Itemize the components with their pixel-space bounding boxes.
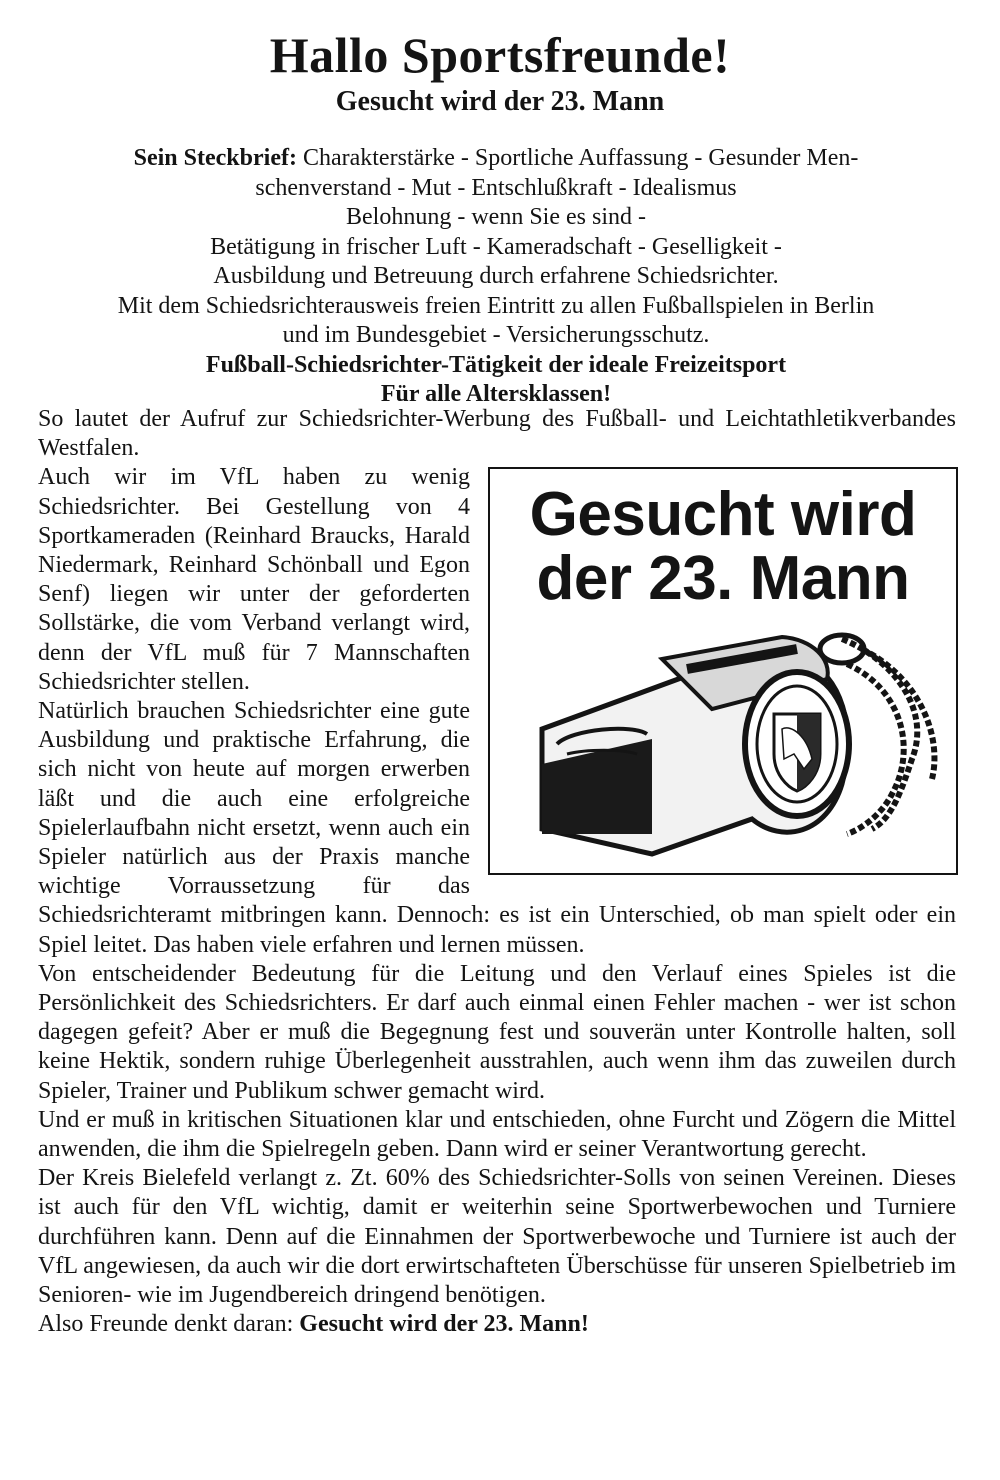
steckbrief-line-2: schenverstand - Mut - Entschlußkraft - Idealismus <box>255 174 737 201</box>
closing-line <box>38 1310 956 1339</box>
page-title: Hallo Sportsfreunde! <box>269 27 731 83</box>
steckbrief-line-7: und im Bundesgebiet - Versicherungsschutz. <box>282 322 710 348</box>
steckbrief-line-1 <box>36 144 956 174</box>
closing-emphasis: Gesucht wird der 23. Mann! <box>299 1311 589 1338</box>
steckbrief-line-5: Ausbildung und Betreuung durch erfahrene Schiedsrichter. <box>213 263 779 289</box>
steckbrief-line-4: Betätigung in frischer Luft - Kameradschaft - Geselligkeit - <box>210 233 782 260</box>
steckbrief-line-3: Belohnung - wenn Sie es sind - <box>346 204 646 230</box>
advert-headline <box>490 480 956 614</box>
closing-lead: Also Freunde denkt daran: <box>38 1311 300 1338</box>
paragraph-bielefeld: Der Kreis Bielefeld verlangt z. Zt. 60% des Schiedsrichter-Solls von seinen Vereinen. Dieses ist auch für den VfL wichtig, damit er weiterhin seine Sportwerbewochen und Turniere durchführen kann. Denn auf die Einnahmen der Sportwerbewoche und Turniere ist auch der VfL angewiesen, da auch wir die dort erwirtschafteten Überschüsse für unseren Spielbetrieb im Senioren- wie im Jugendbereich dringend benötigen. <box>38 1165 956 1309</box>
advert-box <box>488 467 958 875</box>
steckbrief-label: Sein Steckbrief: <box>133 145 297 171</box>
paragraph-persoenlichkeit: Von entscheidender Bedeutung für die Leitung und den Verlauf eines Spieles ist die Persönlichkeit des Schiedsrichters. Er darf auch einmal einen Fehler machen - wer ist schon dagegen gefeit? Aber er muß die Begegnung fest und souverän unter Kontrolle halten, soll keine Hektik, sondern ruhige Überlegenheit ausstrahlen, auch wenn ihm das zuweilen durch Spieler, Trainer und Publikum schwer gemacht wird. <box>38 960 956 1104</box>
slogan-line-1: Fußball-Schiedsrichter-Tätigkeit der ideale Freizeitsport <box>205 351 787 378</box>
advert-headline-line-2: der 23. Mann <box>536 544 910 614</box>
slogan-line-2: Für alle Altersklassen! <box>380 381 612 407</box>
steckbrief-line-6: Mit dem Schiedsrichterausweis freien Eintritt zu allen Fußballspielen in Berlin <box>117 292 875 319</box>
advert-headline-line-1: Gesucht wird <box>529 480 917 550</box>
steckbrief-text: Charakterstärke - Sportliche Auffassung - Gesunder Men- <box>302 145 859 171</box>
steckbrief-section <box>36 144 956 410</box>
paragraph-vfl: Auch wir im VfL haben zu wenig Schiedsrichter. Bei Gestellung von 4 Sportkameraden (Reinhard Braucks, Harald Niedermark, Reinhard Schönball und Egon Senf) liegen wir unter der geforderten Sollstärke, die vom Verband verlangt wird, denn der VfL muß für 7 Mannschaften Schiedsrichter stellen. <box>38 464 470 695</box>
paragraph-intro: So lautet der Aufruf zur Schiedsrichter-Werbung des Fußball- und Leichtathletikverbandes Westfalen. <box>38 406 956 462</box>
paragraph-situationen: Und er muß in kritischen Situationen klar und entschieden, ohne Furcht und Zögern die Mittel anwenden, die ihm die Spielregeln geben. Dann wird er seiner Verantwortung gerecht. <box>38 1106 956 1163</box>
paragraph-ausbildung: Natürlich brauchen Schiedsrichter eine gute Ausbildung und praktische Erfahrung, die sich nicht von heute auf morgen erwerben läßt und die auch eine erfolgreiche Spielerlaufbahn nicht ersetzt, wenn auch ein Spieler natürlich aus der Praxis manche wichtige Vorraussetzung für das Schiedsrichteramt mitbringen kann. Dennoch: es ist ein Unterschied, ob man spielt oder ein Spiel leitet. Das haben viele erfahren und lernen müssen. <box>38 698 956 958</box>
whistle-icon <box>512 619 942 869</box>
article-body <box>38 405 956 1340</box>
page-subtitle: Gesucht wird der 23. Mann <box>335 86 665 117</box>
